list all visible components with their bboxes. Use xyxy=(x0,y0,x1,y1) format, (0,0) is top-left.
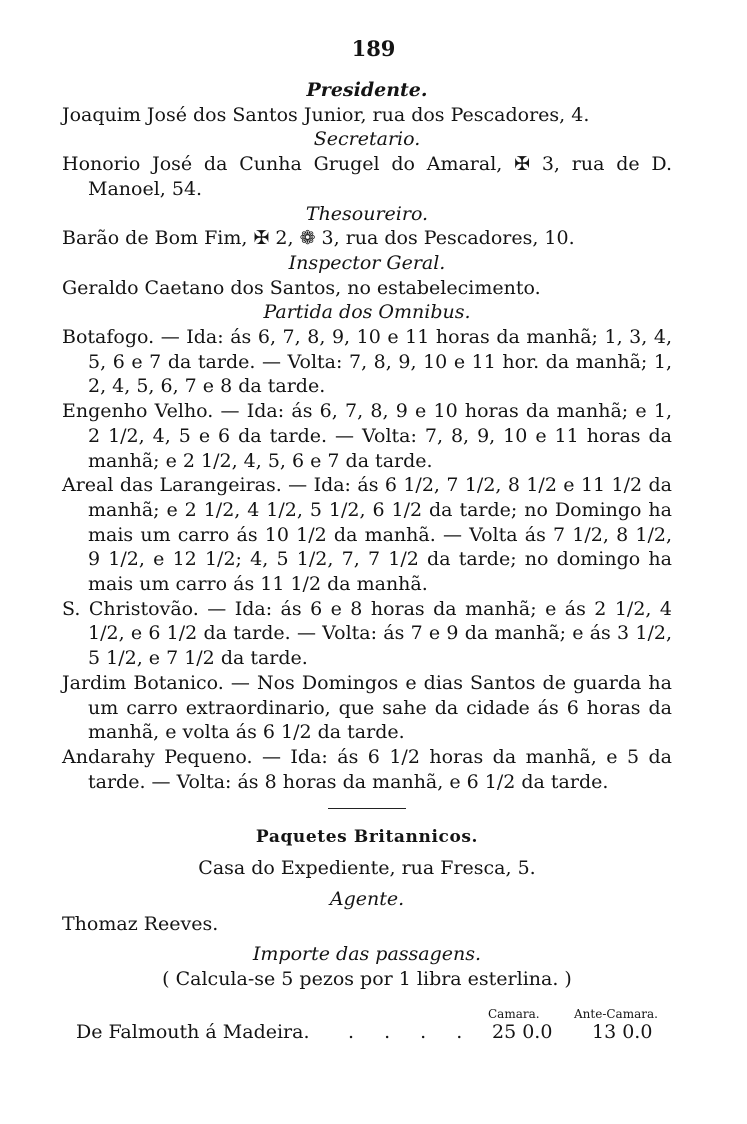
paquetes-address: Casa do Expediente, rua Fresca, 5. xyxy=(198,857,536,880)
inspector-heading: Inspector Geral. xyxy=(288,251,446,274)
omnibus-entry-engenho-velho: Engenho Velho. — Ida: ás 6, 7, 8, 9 e 10 horas da manhã; e 1, 2 1/2, 4, 5 e 6 da tarde. — Volta: 7, 8, 9, 10 e 11 horas da manhã; e 2 1/2, 4, 5, 6 e 7 da tarde. xyxy=(62,400,672,472)
page-body xyxy=(62,78,672,1050)
tesoureiro-entry: Barão de Bom Fim, ✠ 2, ❁ 3, rua dos Pescadores, 10. xyxy=(62,227,575,250)
secretario-heading: Secretario. xyxy=(313,128,421,151)
secretario-entry: Honorio José da Cunha Grugel do Amaral, ✠ 3, rua de D. Manoel, 54. xyxy=(62,153,672,200)
omnibus-entry-christovao: S. Christovão. — Ida: ás 6 e 8 horas da manhã; e ás 2 1/2, 4 1/2, e 6 1/2 da tarde. — Volta: ás 7 e 9 da manhã; e ás 3 1/2, 5 1/2, e 7 1/2 da tarde. xyxy=(62,597,672,670)
column-header-ante-camara: Ante-Camara. xyxy=(574,1006,658,1021)
page-number: 189 xyxy=(351,36,396,61)
fare-route: De Falmouth á Madeira. xyxy=(76,1020,310,1043)
omnibus-entry-areal: Areal das Larangeiras. — Ida: ás 6 1/2, 7 1/2, 8 1/2 e 11 1/2 da manhã; e 2 1/2, 4 1/2, 5 1/2, 6 1/2 da tarde; no Domingo ha mais um carro ás 10 1/2 da manhã. — Volta ás 7 1/2, 8 1/2, 9 1/2, e 12 1/2; 4, 5 1/2, 7, 7 1/2 da tarde; no domingo ha mais um carro ás 11 1/2 da manhã. xyxy=(62,474,672,596)
omnibus-entry-jardim: Jardim Botanico. — Nos Domingos e dias Santos de guarda ha um carro extraordinario, que sahe da cidade ás 6 horas da manhã, e volta ás 6 1/2 da tarde. xyxy=(62,671,672,744)
agente-name: Thomaz Reeves. xyxy=(62,912,219,935)
paquetes-heading: Paquetes Britannicos. xyxy=(255,827,479,848)
fare-ante-camara: 13 0.0 xyxy=(592,1020,653,1043)
presidente-entry: Joaquim José dos Santos Junior, rua dos Pescadores, 4. xyxy=(62,103,590,126)
section-divider xyxy=(328,808,406,809)
leader-dots: . . . . xyxy=(348,1020,475,1043)
fare-camara: 25 0.0 xyxy=(492,1020,553,1043)
column-header-camara: Camara. xyxy=(488,1006,540,1021)
omnibus-entry-andarahy: Andarahy Pequeno. — Ida: ás 6 1/2 horas da manhã, e 5 da tarde. — Volta: ás 8 horas da manhã, e 6 1/2 da tarde. xyxy=(62,745,672,793)
exchange-note: ( Calcula-se 5 pezos por 1 libra esterlina. ) xyxy=(162,967,572,990)
fare-table xyxy=(62,1002,672,1050)
omnibus-entry-botafogo: Botafogo. — Ida: ás 6, 7, 8, 9, 10 e 11 horas da manhã; 1, 3, 4, 5, 6 e 7 da tarde. — Volta: 7, 8, 9, 10 e 11 hor. da manhã; 1, 2, 4, 5, 6, 7 e 8 da tarde. xyxy=(62,326,672,398)
agente-heading: Agente. xyxy=(329,887,405,910)
presidente-heading: Presidente. xyxy=(306,79,428,101)
inspector-entry: Geraldo Caetano dos Santos, no estabelecimento. xyxy=(62,276,541,299)
tesoureiro-heading: Thesoureiro. xyxy=(305,202,429,225)
omnibus-heading: Partida dos Omnibus. xyxy=(263,301,471,324)
importe-heading: Importe das passagens. xyxy=(252,943,482,966)
